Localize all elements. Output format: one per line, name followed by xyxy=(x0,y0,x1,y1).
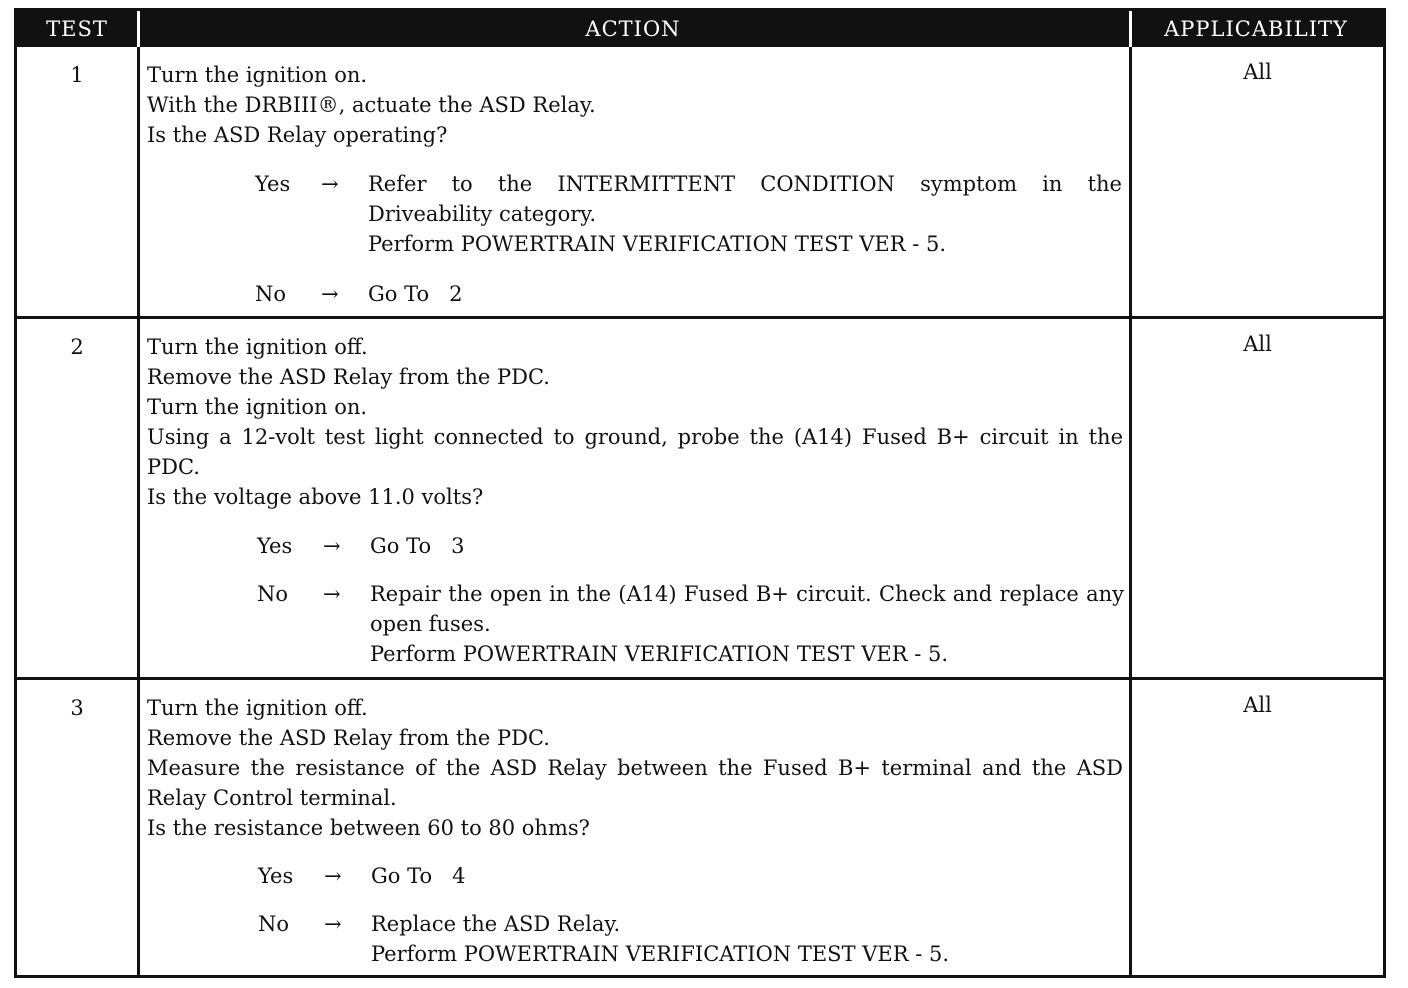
row-divider xyxy=(17,677,1383,680)
answer-yes xyxy=(255,169,1125,259)
action-step: Is the voltage above 11.0 volts? xyxy=(147,485,484,509)
action-step: Turn the ignition off. xyxy=(147,696,368,720)
action-step: Remove the ASD Relay from the PDC. xyxy=(147,365,550,389)
action-step: Remove the ASD Relay from the PDC. xyxy=(147,726,550,750)
test-number: 3 xyxy=(70,696,84,720)
applicability-cell: All xyxy=(1243,332,1272,356)
answer-body xyxy=(368,279,1122,309)
test-number: 2 xyxy=(70,335,84,359)
answer-line: Perform POWERTRAIN VERIFICATION TEST VER - 5. xyxy=(368,232,947,256)
answer-label: No xyxy=(258,912,290,936)
header-test: TEST xyxy=(46,17,108,41)
action-steps xyxy=(147,60,1123,150)
answer-label: Yes xyxy=(255,172,291,196)
header-applicability: APPLICABILITY xyxy=(1164,17,1348,41)
answer-line: Perform POWERTRAIN VERIFICATION TEST VER - 5. xyxy=(370,642,949,666)
answer-line: Replace the ASD Relay. xyxy=(371,912,621,936)
answer-label: No xyxy=(255,282,287,306)
answer-no xyxy=(258,909,1128,969)
header-action: ACTION xyxy=(585,17,681,41)
table-header xyxy=(17,11,1383,47)
action-step: Turn the ignition on. xyxy=(147,395,368,419)
answer-line: Go To 3 xyxy=(370,534,465,558)
arrow-icon: → xyxy=(324,912,342,936)
row-divider xyxy=(17,316,1383,319)
answer-body xyxy=(371,909,1125,969)
column-divider xyxy=(1129,47,1132,975)
action-step: Using a 12-volt test light connected to ground, probe the (A14) Fused B+ circuit in the PDC. xyxy=(147,425,1123,479)
answer-body xyxy=(370,579,1124,669)
answer-yes xyxy=(258,861,1128,891)
answer-label: Yes xyxy=(257,534,293,558)
test-number: 1 xyxy=(70,63,84,87)
action-step: Is the resistance between 60 to 80 ohms? xyxy=(147,816,590,840)
applicability-cell: All xyxy=(1243,60,1272,84)
column-divider xyxy=(137,47,140,975)
answer-line: Go To 4 xyxy=(371,864,466,888)
arrow-icon: → xyxy=(323,534,341,558)
answer-line: Perform POWERTRAIN VERIFICATION TEST VER - 5. xyxy=(371,942,950,966)
answer-body xyxy=(370,531,1124,561)
action-step: Turn the ignition off. xyxy=(147,335,368,359)
answer-line: Repair the open in the (A14) Fused B+ circuit. Check and replace any open fuses. xyxy=(370,582,1124,636)
answer-line: Refer to the INTERMITTENT CONDITION symptom in the Driveability category. xyxy=(368,172,1122,226)
action-step: With the DRBIII®, actuate the ASD Relay. xyxy=(147,93,596,117)
answer-no xyxy=(255,279,1125,309)
applicability-cell: All xyxy=(1243,693,1272,717)
action-step: Turn the ignition on. xyxy=(147,63,368,87)
answer-yes xyxy=(257,531,1127,561)
answer-no xyxy=(257,579,1127,669)
action-steps xyxy=(147,693,1123,843)
diagnostic-table xyxy=(14,8,1386,978)
action-step: Is the ASD Relay operating? xyxy=(147,123,448,147)
arrow-icon: → xyxy=(324,864,342,888)
arrow-icon: → xyxy=(321,282,339,306)
action-steps xyxy=(147,332,1123,512)
answer-label: No xyxy=(257,582,289,606)
answer-line: Go To 2 xyxy=(368,282,463,306)
answer-label: Yes xyxy=(258,864,294,888)
action-step: Measure the resistance of the ASD Relay between the Fused B+ terminal and the ASD Relay Control terminal. xyxy=(147,756,1123,810)
arrow-icon: → xyxy=(321,172,339,196)
arrow-icon: → xyxy=(323,582,341,606)
answer-body xyxy=(371,861,1125,891)
answer-body xyxy=(368,169,1122,259)
